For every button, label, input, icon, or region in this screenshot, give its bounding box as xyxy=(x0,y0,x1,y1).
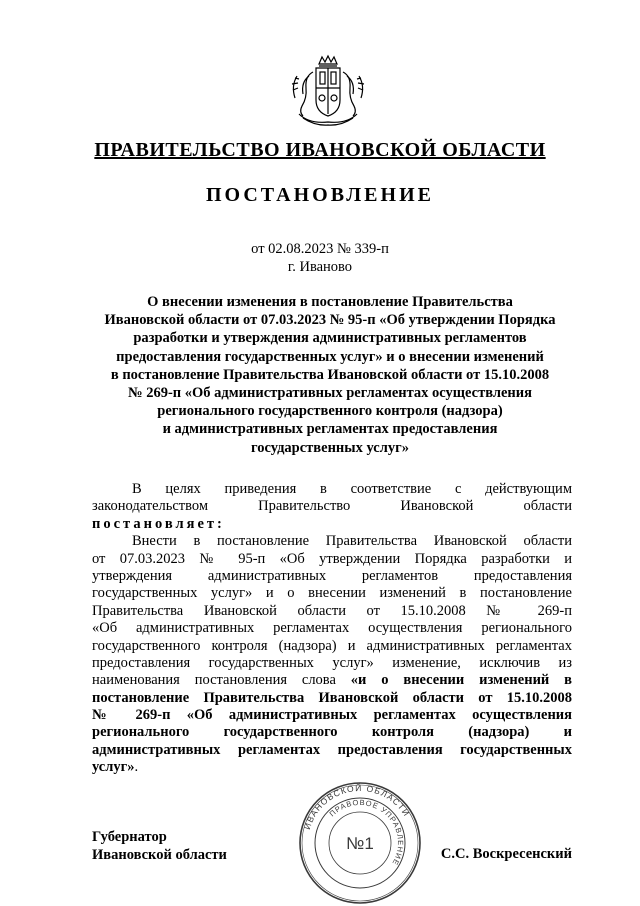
document-type-title: ПОСТАНОВЛЕНИЕ xyxy=(206,184,434,206)
svg-text:ПРАВОВОЕ УПРАВЛЕНИЕ xyxy=(328,798,405,867)
body-line: Правительства Ивановской области от 15.10.2008 № 269-п xyxy=(92,602,572,619)
subject-line: и административных регламентах предоставления xyxy=(162,421,498,438)
body-line: регионального государственного контроля (надзора) и xyxy=(92,724,572,741)
city-line: г. Иваново xyxy=(287,259,353,275)
subject-line: Ивановской области от 07.03.2023 № 95-п «Об утверждении Порядка xyxy=(104,312,556,329)
body-bold-segment: услуг» xyxy=(92,759,135,776)
body-line: Внести в постановление Правительства Ивановской области xyxy=(132,533,572,550)
document-subject xyxy=(88,293,572,457)
signatory-title xyxy=(92,828,227,864)
seal-center-number: №1 xyxy=(346,834,374,853)
date-number-line: от 02.08.2023 № 339-п xyxy=(251,241,389,257)
subject-line: государственных услуг» xyxy=(251,439,409,456)
document-body xyxy=(92,481,572,777)
signatory-title-line: Ивановской области xyxy=(92,847,227,863)
body-line: В целях приведения в соответствие с действующим xyxy=(132,481,572,497)
body-line: административных регламентах предоставления государственных xyxy=(92,741,572,758)
subject-line: № 269-п «Об административных регламентах осуществления xyxy=(128,385,532,402)
subject-line: регионального государственного контроля (надзора) xyxy=(157,403,503,420)
official-seal xyxy=(297,780,423,906)
signatory-name: С.С. Воскресенский xyxy=(440,846,572,862)
body-line: № 269-п «Об административных регламентах осуществления xyxy=(92,707,572,724)
body-line: законодательством Правительство Ивановской области xyxy=(92,498,572,515)
body-line: от 07.03.2023 № 95-п «Об утверждении Порядка разработки и xyxy=(92,550,572,567)
subject-line: О внесении изменения в постановление Правительства xyxy=(147,294,513,310)
organization-title: ПРАВИТЕЛЬСТВО ИВАНОВСКОЙ ОБЛАСТИ xyxy=(94,139,546,161)
subject-line: в постановление Правительства Ивановской области от 15.10.2008 xyxy=(110,366,550,383)
body-line: государственного контроля (надзора) и административных регламентах xyxy=(92,637,572,654)
coat-of-arms-emblem xyxy=(289,54,367,128)
body-line: государственных услуг» и о внесении изменений в постановление xyxy=(92,585,572,602)
body-text-segment: . xyxy=(134,759,139,776)
signatory-title-line: Губернатор xyxy=(92,829,167,845)
resolves-word: постановляет: xyxy=(92,515,225,532)
body-line: «Об административных регламентах осуществления регионального xyxy=(92,620,572,637)
body-bold-segment: «и о внесении изменений в xyxy=(350,672,572,689)
body-text-segment: наименования постановления слова xyxy=(92,672,351,689)
subject-line: предоставления государственных услуг» и о внесении изменений xyxy=(116,348,544,365)
body-line: предоставления государственных услуг» изменение, исключив из xyxy=(92,654,572,671)
body-line xyxy=(92,759,572,776)
body-line: постановление Правительства Ивановской области от 15.10.2008 xyxy=(92,689,572,706)
subject-line: разработки и утверждения административных регламентов xyxy=(133,330,527,347)
body-line xyxy=(92,516,572,533)
seal-inner-text: ПРАВОВОЕ УПРАВЛЕНИЕ xyxy=(327,797,406,868)
body-line: утверждения административных регламентов предоставления xyxy=(92,567,572,584)
body-line xyxy=(92,672,572,689)
seal-outer-text: ИВАНОВСКОЙ ОБЛАСТИ xyxy=(301,782,413,831)
